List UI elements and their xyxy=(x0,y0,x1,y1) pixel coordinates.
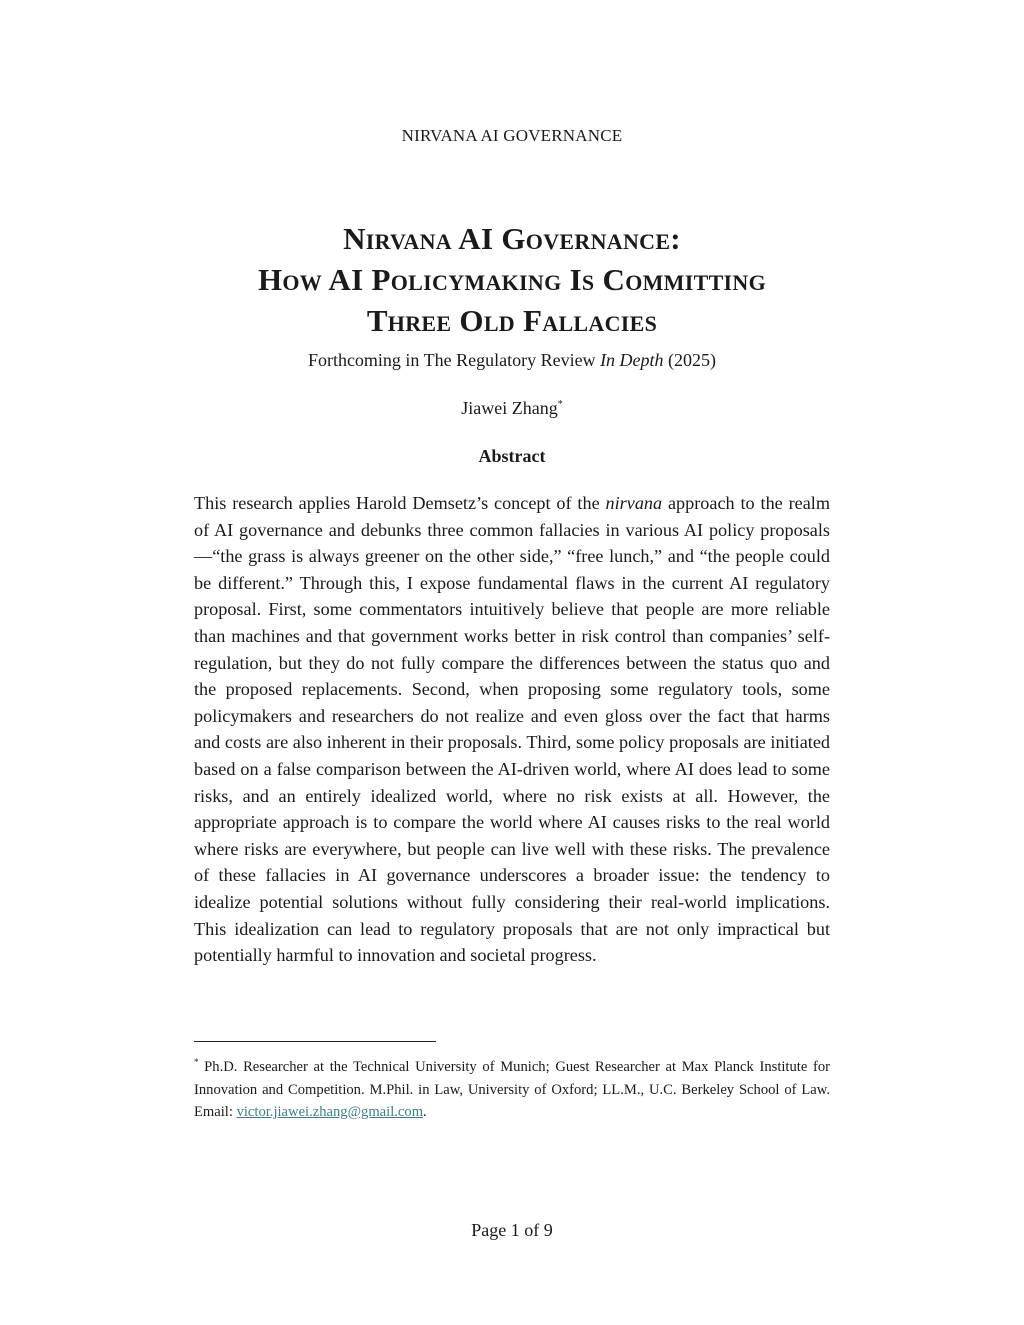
venue-prefix: Forthcoming in The Regulatory Review xyxy=(307,350,601,370)
title-line-1: Nirvana AI Governance: xyxy=(343,221,681,256)
footnote-end: . xyxy=(423,1104,427,1120)
footnote-divider xyxy=(194,1041,436,1042)
abstract-body xyxy=(194,490,830,969)
title-line-3: Three Old Fallacies xyxy=(366,303,658,338)
venue-suffix: (2025) xyxy=(663,350,717,370)
abstract-heading: Abstract xyxy=(478,446,546,466)
abstract-text-1: This research applies Harold Demsetz’s concept of the xyxy=(194,493,606,513)
footnote xyxy=(194,1056,830,1124)
author-name: Jiawei Zhang xyxy=(461,398,558,418)
title-line-2: How AI Policymaking Is Committing xyxy=(257,262,767,297)
running-head: NIRVANA AI GOVERNANCE xyxy=(401,126,623,145)
author-line xyxy=(0,398,1024,419)
abstract-italic: nirvana xyxy=(605,493,663,513)
footnote-marker: * xyxy=(194,1057,199,1068)
venue-italic: In Depth xyxy=(600,350,664,370)
email-link[interactable]: victor.jiawei.zhang@gmail.com xyxy=(236,1104,424,1120)
author-footnote-marker[interactable]: * xyxy=(557,399,563,410)
abstract-text-2: approach to the realm of AI governance and debunks three common fallacies in various AI policy proposals—“the grass is always greener on the other side,” “free lunch,” and “the people could be different.” Through this, I expose fundamental flaws in the current AI regulatory proposal. First, some commentators intuitively believe that people are more reliable than machines and that government works better in risk control than companies’ self-regulation, but they do not fully compare the differences between the status quo and the proposed replacements. Second, when proposing some regulatory tools, some policymakers and researchers do not realize and even gloss over the fact that harms and costs are also inherent in their proposals. Third, some policy proposals are initiated based on a false comparison between the AI-driven world, where AI does lead to some risks, and an entirely idealized world, where no risk exists at all. However, the appropriate approach is to compare the world where AI causes risks to the real world where risks are everywhere, but people can live well with these risks. The prevalence of these fallacies in AI governance underscores a broader issue: the tendency to idealize potential solutions without fully considering their real-world implications. This idealization can lead to regulatory proposals that are not only impractical but potentially harmful to innovation and societal progress. xyxy=(194,493,830,966)
publication-venue xyxy=(0,350,1024,371)
footnote-text: Ph.D. Researcher at the Technical University of Munich; Guest Researcher at Max Planck Institute for Innovation and Competition. M.Phil. in Law, University of Oxford; LL.M., U.C. Berkeley School of Law. Email: xyxy=(194,1059,830,1120)
paper-title xyxy=(0,218,1024,341)
page-number: Page 1 of 9 xyxy=(471,1220,553,1240)
